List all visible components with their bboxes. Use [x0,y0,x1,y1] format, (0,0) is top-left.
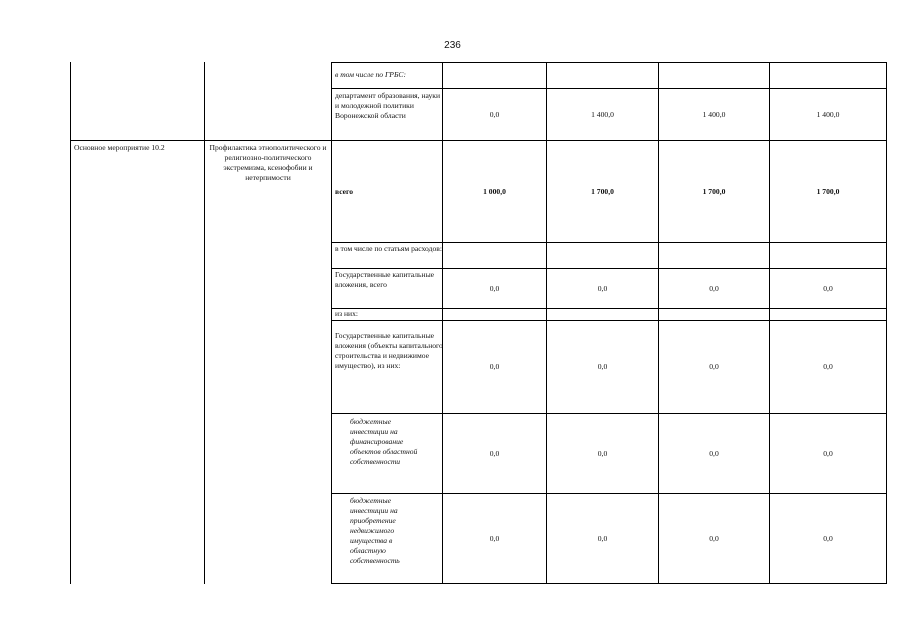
row-divider [331,242,887,243]
table-border-bottom [331,583,887,584]
table-cell: 0,0 [489,362,500,371]
table-cell: 0,0 [489,109,500,119]
table-cell: 0,0 [823,533,833,543]
table-cell: 1 400,0 [591,109,614,119]
page-number: 236 [444,40,461,51]
row-label-invest-acquisition: бюджетные инвестиции на приобретение недвижимого имущества в областную собственность [350,496,400,565]
row-label-of-them: из них: [335,309,358,318]
main-activity-code: Основное мероприятие 10.2 [74,143,165,152]
table-cell: 0,0 [597,448,608,458]
table-border-top [331,62,887,63]
table-cell: 0,0 [597,533,608,543]
main-activity-name: Профилактика этнополитического и религиозно-политического экстремизма, ксенофобии и нетерпимости [209,143,327,182]
table-cell: 0,0 [709,362,719,371]
table-cell: 1 700,0 [591,186,614,196]
table-cell: 0,0 [823,448,833,458]
table-cell: 0,0 [489,448,500,458]
table-cell: 0,0 [709,533,719,543]
table-cell: 1 700,0 [702,186,726,196]
table-cell: 0,0 [489,533,500,543]
row-label-by-articles: в том числе по статьям расходов: [335,244,442,253]
table-cell: 1 400,0 [816,109,840,119]
row-label-invest-financing: бюджетные инвестиции на финансирование объектов областной собственности [350,417,418,466]
row-label-total: всего [335,187,354,196]
table-cell: 1 700,0 [816,186,840,196]
row-label-department: департамент образования, науки и молодежной политики Воронежской области [335,91,441,120]
row-label-capital-total: Государственные капитальные вложения, всего [335,270,435,289]
table-cell: 0,0 [597,362,608,371]
table-cell: 1 000,0 [483,186,506,196]
table-cell: 0,0 [489,283,500,293]
row-label-grbs: в том числе по ГРБС: [335,70,407,79]
table-cell: 0,0 [709,283,719,293]
table-cell: 0,0 [823,283,833,293]
table-cell: 0,0 [823,362,833,371]
table-cell: 0,0 [709,448,719,458]
table-cell: 1 400,0 [702,109,726,119]
table-cell: 0,0 [597,283,608,293]
row-label-capital-objects: Государственные капитальные вложения (объекты капитального строительства и недвижимое имущество), из них: [335,331,443,370]
